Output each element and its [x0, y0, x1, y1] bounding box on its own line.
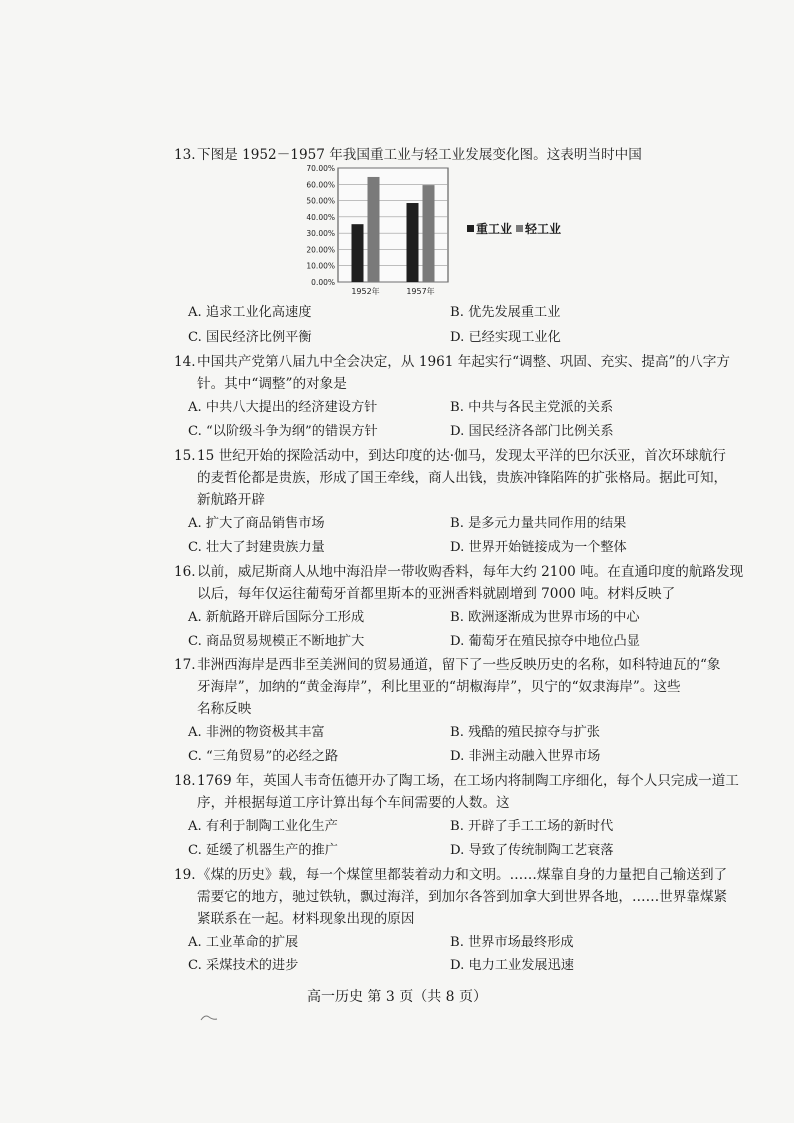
option: D. 国民经济各部门比例关系	[450, 424, 614, 439]
option: B. 优先发展重工业	[450, 305, 561, 320]
question-17-stem: 名称反映	[197, 701, 252, 717]
question-16-stem: 以前，威尼斯商人从地中海沿岸一带收购香料，每年大约 2100 吨。在直通印度的航路发现	[197, 564, 744, 580]
y-tick-label: 60.00%	[306, 180, 335, 190]
option: D. 世界开始链接成为一个整体	[450, 540, 627, 555]
legend-label-heavy: 重工业	[476, 222, 513, 236]
bar-light-1	[423, 185, 435, 282]
legend-label-light: 轻工业	[525, 222, 562, 236]
option: A. 扩大了商品销售市场	[188, 516, 325, 531]
option: B. 欧洲逐渐成为世界市场的中心	[450, 610, 640, 625]
question-15-stem: 15 世纪开始的探险活动中，到达印度的达·伽马，发现太平洋的巴尔沃亚，首次环球航行	[197, 448, 726, 464]
option: B. 是多元力量共同作用的结果	[450, 516, 627, 531]
y-tick-label: 20.00%	[306, 245, 335, 255]
option: C. 延缓了机器生产的推广	[188, 843, 338, 858]
question-17-stem: 牙海岸”，加纳的“黄金海岸”，利比里亚的“胡椒海岸”，贝宁的“奴隶海岸”。这些	[197, 679, 681, 695]
y-tick-label: 30.00%	[306, 229, 335, 239]
option: C. “三角贸易”的必经之路	[188, 749, 339, 764]
question-14-stem: 针。其中“调整”的对象是	[197, 376, 347, 392]
question-19-number: 19.	[174, 867, 196, 883]
y-tick-label: 10.00%	[306, 261, 335, 271]
option: B. 中共与各民主党派的关系	[450, 400, 614, 415]
scan-mark	[200, 1014, 218, 1022]
option: D. 非洲主动融入世界市场	[450, 749, 601, 764]
option: A. 中共八大提出的经济建设方针	[188, 400, 378, 415]
y-tick-label: 0.00%	[311, 278, 335, 287]
bar-light-0	[368, 177, 380, 282]
legend-swatch-light	[516, 225, 523, 232]
x-tick-label: 1957年	[406, 287, 435, 296]
question-19-stem: 紧联系在一起。材料现象出现的原因	[197, 911, 415, 927]
legend-swatch-heavy	[467, 225, 474, 232]
option: B. 世界市场最终形成	[450, 935, 574, 950]
bar-heavy-0	[352, 224, 364, 282]
y-tick-label: 50.00%	[306, 196, 335, 206]
bar-chart	[292, 162, 462, 302]
question-15-number: 15.	[174, 448, 196, 464]
bar-heavy-1	[407, 203, 419, 282]
option: A. 有利于制陶工业化生产	[188, 819, 338, 834]
question-15-stem: 新航路开辟	[197, 492, 265, 508]
question-19-stem: 需要它的地方，驰过铁轨，飘过海洋，到加尔各答到加拿大到世界各地，……世界靠煤紧	[197, 889, 728, 905]
question-17-number: 17.	[174, 657, 196, 673]
option: A. 非洲的物资极其丰富	[188, 725, 325, 740]
question-13-number: 13.	[174, 147, 196, 163]
question-15-stem: 的麦哲伦都是贵族，形成了国王牵线，商人出钱，贵族冲锋陷阵的扩张格局。据此可知，	[197, 470, 728, 486]
page-footer: 高一历史 第 3 页（共 8 页）	[306, 989, 488, 1005]
y-tick-label: 70.00%	[306, 164, 335, 173]
question-13-stem: 下图是 1952－1957 年我国重工业与轻工业发展变化图。这表明当时中国	[197, 147, 642, 163]
question-14-stem: 中国共产党第八届九中全会决定，从 1961 年起实行“调整、巩固、充实、提高”的八字方	[197, 354, 730, 370]
option: C. 商品贸易规模正不断地扩大	[188, 634, 365, 649]
option: C. 采煤技术的进步	[188, 958, 299, 973]
x-tick-label: 1952年	[351, 287, 380, 296]
question-19-stem: 《煤的历史》载，每一个煤筐里都装着动力和文明。……煤靠自身的力量把自己输送到了	[197, 867, 728, 883]
option: C. 国民经济比例平衡	[188, 330, 312, 345]
option: A. 追求工业化高速度	[188, 305, 312, 320]
question-18-number: 18.	[174, 773, 196, 789]
option: D. 已经实现工业化	[450, 330, 561, 345]
option: D. 电力工业发展迅速	[450, 958, 574, 973]
option: A. 工业革命的扩展	[188, 935, 299, 950]
option: D. 葡萄牙在殖民掠夺中地位凸显	[450, 634, 640, 649]
option: C. “以阶级斗争为纲”的错误方针	[188, 424, 378, 439]
question-14-number: 14.	[174, 354, 196, 370]
question-16-stem: 以后，每年仅运往葡萄牙首都里斯本的亚洲香料就剧增到 7000 吨。材料反映了	[197, 586, 676, 602]
question-16-number: 16.	[174, 564, 196, 580]
option: D. 导致了传统制陶工艺衰落	[450, 843, 614, 858]
question-17-stem: 非洲西海岸是西非至美洲间的贸易通道，留下了一些反映历史的名称，如科特迪瓦的“象	[197, 657, 721, 673]
option: C. 壮大了封建贵族力量	[188, 540, 325, 555]
question-18-stem: 序，并根据每道工序计算出每个车间需要的人数。这	[197, 795, 510, 811]
question-18-stem: 1769 年，英国人韦奇伍德开办了陶工场，在工场内将制陶工序细化，每个人只完成一道工	[197, 773, 739, 789]
option: B. 开辟了手工工场的新时代	[450, 819, 614, 834]
y-tick-label: 40.00%	[306, 212, 335, 222]
option: A. 新航路开辟后国际分工形成	[188, 610, 365, 625]
option: B. 残酷的殖民掠夺与扩张	[450, 725, 600, 740]
chart-legend	[467, 220, 561, 237]
